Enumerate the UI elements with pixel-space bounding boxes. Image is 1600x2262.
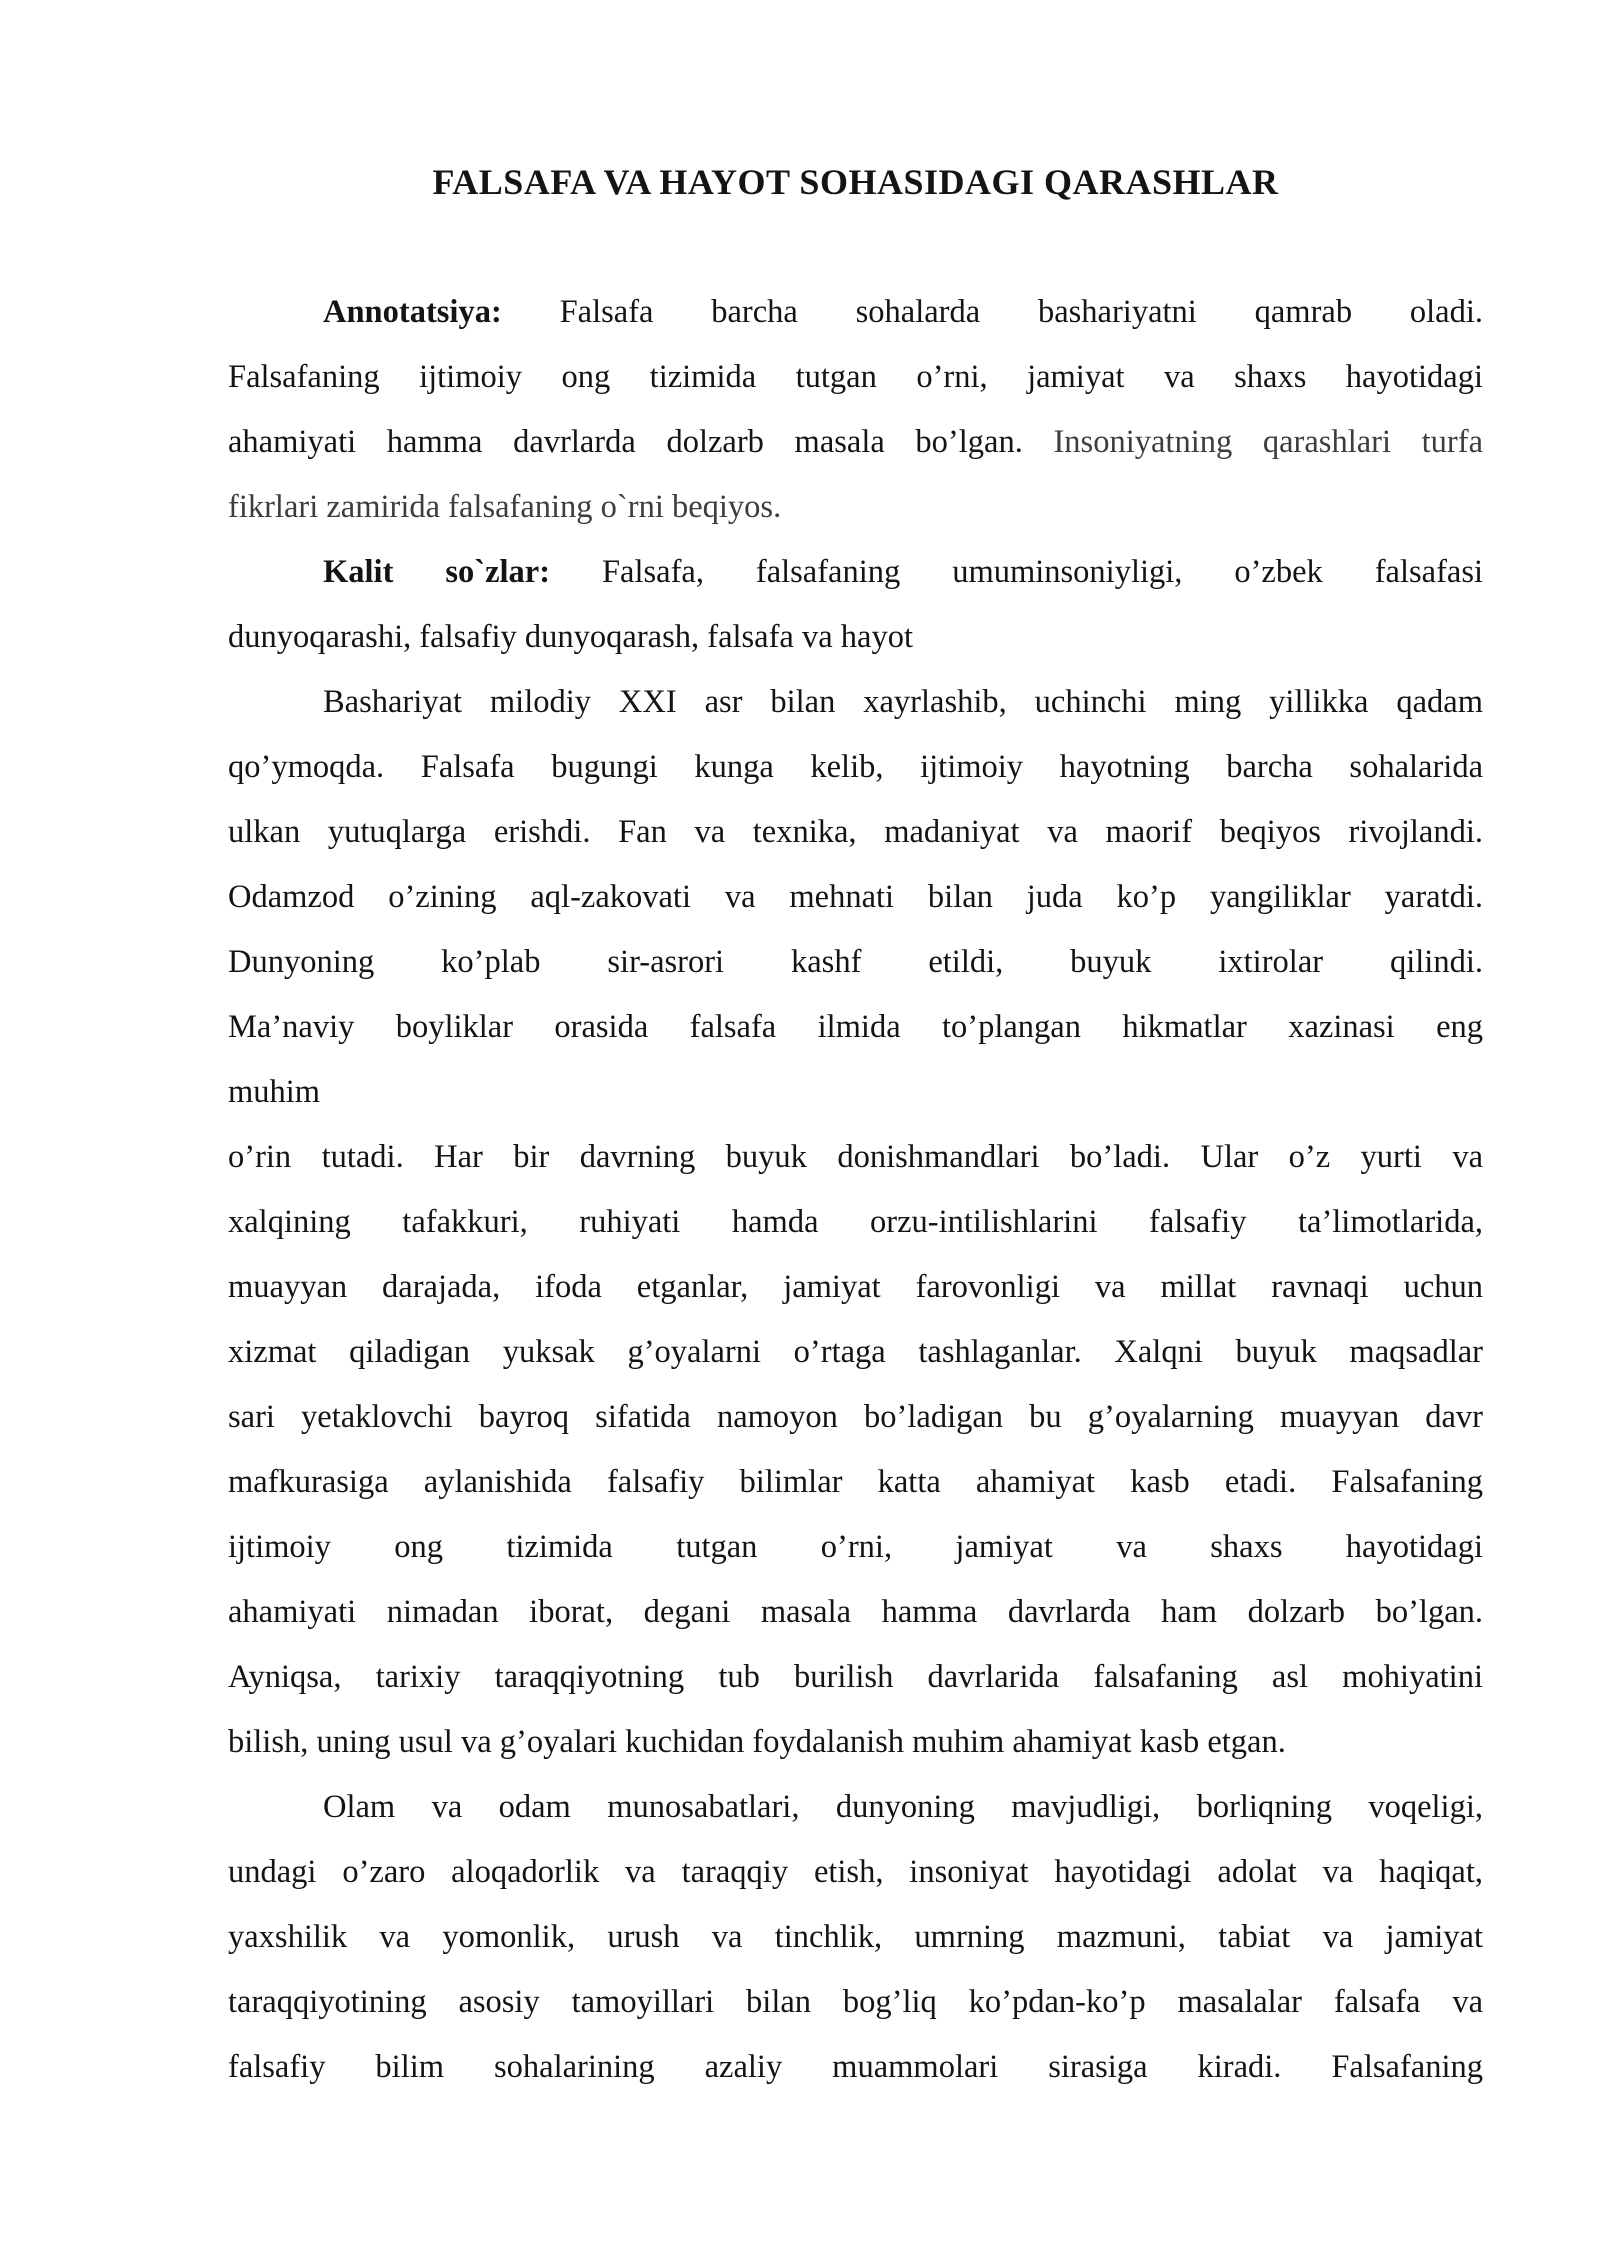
document-content: [228, 150, 1483, 2100]
text-line: [228, 1060, 1483, 1125]
text-segment: undagi o’zaro aloqadorlik va taraqqiy etish, insoniyat hayotidagi adolat va haqiqat,: [228, 1854, 1483, 1890]
text-segment: ijtimoiy ong tizimida tutgan o’rni, jamiyat va shaxs hayotidagi: [228, 1529, 1483, 1565]
text-line: [228, 1580, 1483, 1645]
text-segment: Falsafaning ijtimoiy ong tizimida tutgan o’rni, jamiyat va shaxs hayotidagi: [228, 359, 1483, 395]
text-segment: Ma’naviy boyliklar orasida falsafa ilmida to’plangan hikmatlar xazinasi eng: [228, 1009, 1483, 1045]
text-segment: Falsafa barcha sohalarda bashariyatni qamrab oladi.: [501, 294, 1483, 330]
text-segment-bold: Annotatsiya:: [323, 294, 502, 330]
text-segment: ahamiyati nimadan iborat, degani masala hamma davrlarda ham dolzarb bo’lgan.: [228, 1594, 1483, 1630]
text-line: [228, 475, 1483, 540]
text-segment: sari yetaklovchi bayroq sifatida namoyon bo’ladigan bu g’oyalarning muayyan davr: [228, 1399, 1483, 1435]
text-line: [228, 345, 1483, 410]
text-line: [228, 540, 1483, 605]
text-line: [228, 1775, 1483, 1840]
text-segment: ulkan yutuqlarga erishdi. Fan va texnika, madaniyat va maorif beqiyos rivojlandi.: [228, 814, 1483, 850]
text-line: [228, 1970, 1483, 2035]
text-line: [228, 1255, 1483, 1320]
text-line: [228, 800, 1483, 865]
text-segment: Bashariyat milodiy XXI asr bilan xayrlashib, uchinchi ming yillikka qadam: [323, 684, 1483, 720]
text-line: [228, 1645, 1483, 1710]
document-body: [228, 280, 1483, 2100]
text-segment: o’rin tutadi. Har bir davrning buyuk donishmandlari bo’ladi. Ular o’z yurti va: [228, 1139, 1483, 1175]
text-line: [228, 1905, 1483, 1970]
text-segment-muted: Insoniyatning qarashlari turfa: [1053, 424, 1483, 460]
text-segment: Falsafa, falsafaning umuminsoniyligi, o’zbek falsafasi: [550, 554, 1483, 590]
text-segment: bilish, uning usul va g’oyalari kuchidan foydalanish muhim ahamiyat kasb etgan.: [228, 1724, 1286, 1760]
text-segment: yaxshilik va yomonlik, urush va tinchlik, umrning mazmuni, tabiat va jamiyat: [228, 1919, 1483, 1955]
text-line: [228, 1450, 1483, 1515]
text-line: [228, 865, 1483, 930]
text-segment: mafkurasiga aylanishida falsafiy bilimlar katta ahamiyat kasb etadi. Falsafaning: [228, 1464, 1483, 1500]
text-line: [228, 930, 1483, 995]
text-segment: taraqqiyotining asosiy tamoyillari bilan bog’liq ko’pdan-ko’p masalalar falsafa va: [228, 1984, 1483, 2020]
text-line: [228, 1840, 1483, 1905]
text-line: [228, 670, 1483, 735]
text-line: [228, 735, 1483, 800]
text-line: [228, 1125, 1483, 1190]
text-segment: Ayniqsa, tarixiy taraqqiyotning tub burilish davrlarida falsafaning asl mohiyatini: [228, 1659, 1483, 1695]
text-segment: Odamzod o’zining aql-zakovati va mehnati bilan juda ko’p yangiliklar yaratdi.: [228, 879, 1483, 915]
text-line: [228, 410, 1483, 475]
document-title: FALSAFA VA HAYOT SOHASIDAGI QARASHLAR: [432, 162, 1279, 202]
text-line: [228, 995, 1483, 1060]
text-line: [228, 1190, 1483, 1255]
text-line: [228, 2035, 1483, 2100]
text-line: [228, 1320, 1483, 1385]
text-line: [228, 605, 1483, 670]
text-segment: qo’ymoqda. Falsafa bugungi kunga kelib, ijtimoiy hayotning barcha sohalarida: [228, 749, 1483, 785]
text-segment: dunyoqarashi, falsafiy dunyoqarash, falsafa va hayot: [228, 619, 913, 655]
text-segment: Olam va odam munosabatlari, dunyoning mavjudligi, borliqning voqeligi,: [323, 1789, 1483, 1825]
text-segment: Dunyoning ko’plab sir-asrori kashf etildi, buyuk ixtirolar qilindi.: [228, 944, 1483, 980]
text-segment: xizmat qiladigan yuksak g’oyalarni o’rtaga tashlaganlar. Xalqni buyuk maqsadlar: [228, 1334, 1483, 1370]
text-line: [228, 280, 1483, 345]
text-segment-bold: Kalit so`zlar:: [323, 554, 551, 590]
text-segment-muted: fikrlari zamirida falsafaning o`rni beqiyos.: [228, 489, 782, 525]
text-line: [228, 1385, 1483, 1450]
text-line: [228, 1515, 1483, 1580]
text-line: [228, 1710, 1483, 1775]
text-segment: ahamiyati hamma davrlarda dolzarb masala bo’lgan.: [228, 424, 1054, 460]
text-segment: muayyan darajada, ifoda etganlar, jamiyat farovonligi va millat ravnaqi uchun: [228, 1269, 1483, 1305]
text-segment: xalqining tafakkuri, ruhiyati hamda orzu-intilishlarini falsafiy ta’limotlarida,: [228, 1204, 1483, 1240]
text-segment: muhim: [228, 1074, 321, 1110]
text-segment: falsafiy bilim sohalarining azaliy muammolari sirasiga kiradi. Falsafaning: [228, 2049, 1483, 2085]
